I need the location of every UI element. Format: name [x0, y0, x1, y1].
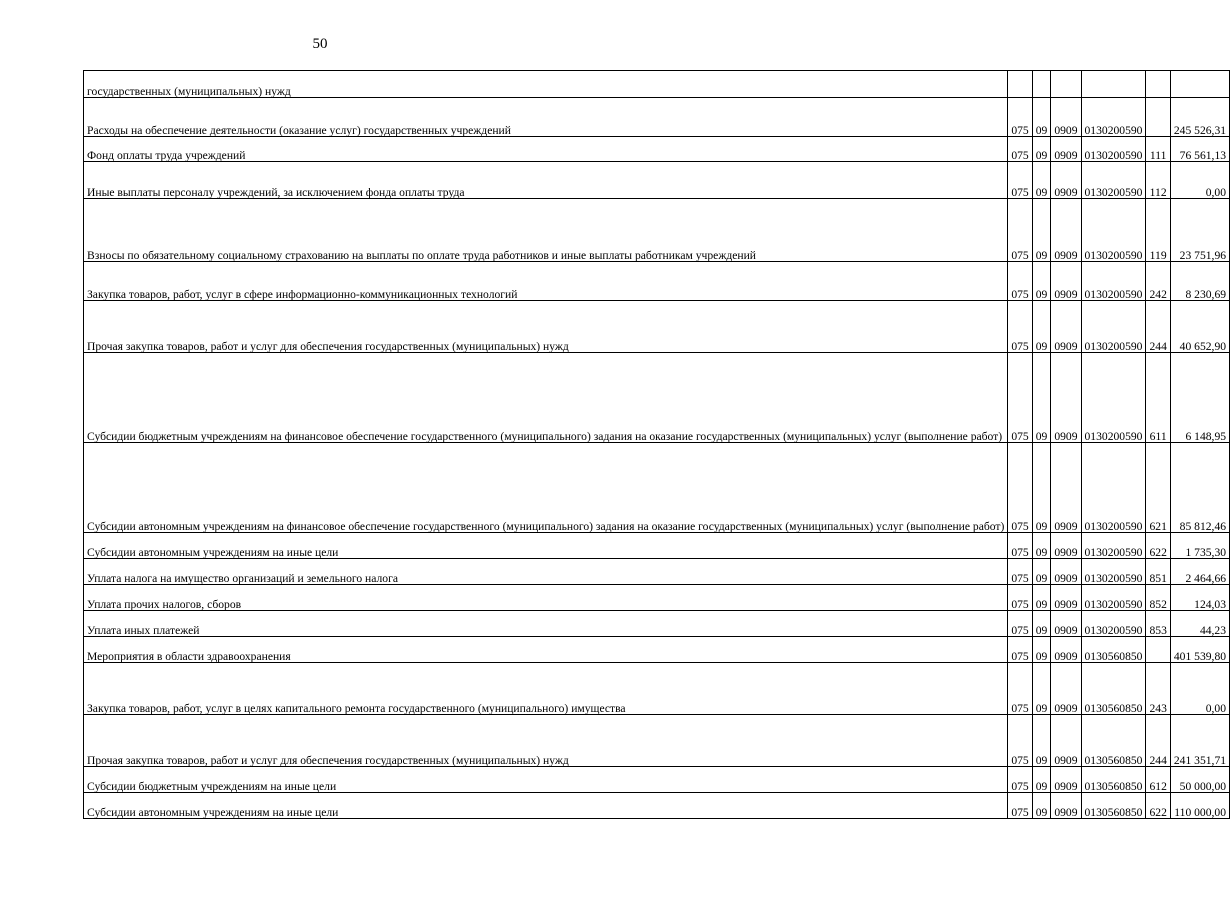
expense-type-cell: 243	[1146, 663, 1170, 715]
admin-code-cell: 075	[1008, 162, 1032, 199]
subsection-code-cell: 0909	[1051, 663, 1081, 715]
admin-code-cell: 075	[1008, 637, 1032, 663]
target-article-cell: 0130200590	[1081, 585, 1146, 611]
section-code-cell: 09	[1032, 262, 1051, 301]
amount-cell: 76 561,13	[1170, 137, 1229, 162]
row-name-cell: Взносы по обязательному социальному страхованию на выплаты по оплате труда работников и иные выплаты работникам учреждений	[84, 199, 1008, 262]
table-row	[84, 199, 1230, 262]
section-code-cell: 09	[1032, 199, 1051, 262]
subsection-code-cell: 0909	[1051, 199, 1081, 262]
row-name-cell: Уплата налога на имущество организаций и земельного налога	[84, 559, 1008, 585]
budget-table	[83, 70, 1230, 819]
expense-type-cell: 621	[1146, 443, 1170, 533]
row-name-cell: Расходы на обеспечение деятельности (оказание услуг) государственных учреждений	[84, 98, 1008, 137]
amount-cell: 8 230,69	[1170, 262, 1229, 301]
amount-cell: 401 539,80	[1170, 637, 1229, 663]
target-article-cell: 0130200590	[1081, 98, 1146, 137]
amount-cell: 124,03	[1170, 585, 1229, 611]
expense-type-cell	[1146, 98, 1170, 137]
section-code-cell: 09	[1032, 353, 1051, 443]
admin-code-cell: 075	[1008, 137, 1032, 162]
amount-cell: 0,00	[1170, 162, 1229, 199]
section-code-cell: 09	[1032, 767, 1051, 793]
admin-code-cell: 075	[1008, 767, 1032, 793]
subsection-code-cell: 0909	[1051, 715, 1081, 767]
amount-cell: 241 351,71	[1170, 715, 1229, 767]
target-article-cell: 0130200590	[1081, 353, 1146, 443]
expense-type-cell: 612	[1146, 767, 1170, 793]
row-name-cell: Субсидии автономным учреждениям на иные цели	[84, 533, 1008, 559]
row-name-cell: Субсидии автономным учреждениям на финансовое обеспечение государственного (муниципального) задания на оказание государственных (муниципальных) услуг (выполнение работ)	[84, 443, 1008, 533]
expense-type-cell: 622	[1146, 793, 1170, 819]
expense-type-cell: 112	[1146, 162, 1170, 199]
amount-cell: 245 526,31	[1170, 98, 1229, 137]
section-code-cell: 09	[1032, 137, 1051, 162]
subsection-code-cell: 0909	[1051, 443, 1081, 533]
row-name-cell: Субсидии бюджетным учреждениям на иные цели	[84, 767, 1008, 793]
amount-cell	[1170, 71, 1229, 98]
target-article-cell: 0130200590	[1081, 301, 1146, 353]
amount-cell: 23 751,96	[1170, 199, 1229, 262]
subsection-code-cell: 0909	[1051, 162, 1081, 199]
target-article-cell: 0130200590	[1081, 533, 1146, 559]
expense-type-cell: 611	[1146, 353, 1170, 443]
section-code-cell: 09	[1032, 663, 1051, 715]
expense-type-cell: 242	[1146, 262, 1170, 301]
admin-code-cell: 075	[1008, 663, 1032, 715]
table-row	[84, 71, 1230, 98]
admin-code-cell: 075	[1008, 443, 1032, 533]
expense-type-cell: 851	[1146, 559, 1170, 585]
subsection-code-cell: 0909	[1051, 533, 1081, 559]
target-article-cell	[1081, 71, 1146, 98]
table-body	[84, 71, 1230, 819]
target-article-cell: 0130200590	[1081, 611, 1146, 637]
table-row	[84, 767, 1230, 793]
subsection-code-cell: 0909	[1051, 585, 1081, 611]
section-code-cell: 09	[1032, 793, 1051, 819]
row-name-cell: Уплата иных платежей	[84, 611, 1008, 637]
admin-code-cell: 075	[1008, 301, 1032, 353]
expense-type-cell	[1146, 71, 1170, 98]
section-code-cell: 09	[1032, 443, 1051, 533]
row-name-cell: Прочая закупка товаров, работ и услуг для обеспечения государственных (муниципальных) нужд	[84, 301, 1008, 353]
row-name-cell: Субсидии автономным учреждениям на иные цели	[84, 793, 1008, 819]
subsection-code-cell: 0909	[1051, 262, 1081, 301]
table-row	[84, 353, 1230, 443]
amount-cell: 2 464,66	[1170, 559, 1229, 585]
subsection-code-cell: 0909	[1051, 137, 1081, 162]
target-article-cell: 0130560850	[1081, 767, 1146, 793]
amount-cell: 44,23	[1170, 611, 1229, 637]
section-code-cell: 09	[1032, 533, 1051, 559]
table-row	[84, 533, 1230, 559]
target-article-cell: 0130200590	[1081, 443, 1146, 533]
subsection-code-cell: 0909	[1051, 98, 1081, 137]
section-code-cell: 09	[1032, 637, 1051, 663]
section-code-cell	[1032, 71, 1051, 98]
table-row	[84, 611, 1230, 637]
admin-code-cell: 075	[1008, 611, 1032, 637]
subsection-code-cell	[1051, 71, 1081, 98]
table-row	[84, 98, 1230, 137]
amount-cell: 40 652,90	[1170, 301, 1229, 353]
row-name-cell: Фонд оплаты труда учреждений	[84, 137, 1008, 162]
section-code-cell: 09	[1032, 585, 1051, 611]
section-code-cell: 09	[1032, 715, 1051, 767]
admin-code-cell: 075	[1008, 98, 1032, 137]
section-code-cell: 09	[1032, 611, 1051, 637]
subsection-code-cell: 0909	[1051, 353, 1081, 443]
subsection-code-cell: 0909	[1051, 793, 1081, 819]
row-name-cell: Закупка товаров, работ, услуг в сфере информационно-коммуникационных технологий	[84, 262, 1008, 301]
admin-code-cell: 075	[1008, 793, 1032, 819]
target-article-cell: 0130200590	[1081, 199, 1146, 262]
expense-type-cell: 119	[1146, 199, 1170, 262]
table-row	[84, 715, 1230, 767]
expense-type-cell: 853	[1146, 611, 1170, 637]
amount-cell: 85 812,46	[1170, 443, 1229, 533]
target-article-cell: 0130200590	[1081, 559, 1146, 585]
target-article-cell: 0130560850	[1081, 793, 1146, 819]
target-article-cell: 0130560850	[1081, 715, 1146, 767]
admin-code-cell: 075	[1008, 715, 1032, 767]
table-row	[84, 443, 1230, 533]
admin-code-cell: 075	[1008, 199, 1032, 262]
row-name-cell: Субсидии бюджетным учреждениям на финансовое обеспечение государственного (муниципального) задания на оказание государственных (муниципальных) услуг (выполнение работ)	[84, 353, 1008, 443]
row-name-cell: Уплата прочих налогов, сборов	[84, 585, 1008, 611]
section-code-cell: 09	[1032, 162, 1051, 199]
row-name-cell: Закупка товаров, работ, услуг в целях капитального ремонта государственного (муниципального) имущества	[84, 663, 1008, 715]
admin-code-cell: 075	[1008, 533, 1032, 559]
target-article-cell: 0130200590	[1081, 162, 1146, 199]
section-code-cell: 09	[1032, 98, 1051, 137]
table-row	[84, 637, 1230, 663]
target-article-cell: 0130200590	[1081, 262, 1146, 301]
table-row	[84, 663, 1230, 715]
expense-type-cell: 111	[1146, 137, 1170, 162]
table-row	[84, 137, 1230, 162]
admin-code-cell: 075	[1008, 262, 1032, 301]
subsection-code-cell: 0909	[1051, 767, 1081, 793]
expense-type-cell: 244	[1146, 301, 1170, 353]
expense-type-cell: 622	[1146, 533, 1170, 559]
subsection-code-cell: 0909	[1051, 301, 1081, 353]
row-name-cell: государственных (муниципальных) нужд	[84, 71, 1008, 98]
admin-code-cell	[1008, 71, 1032, 98]
table-row	[84, 793, 1230, 819]
admin-code-cell: 075	[1008, 353, 1032, 443]
subsection-code-cell: 0909	[1051, 559, 1081, 585]
table-row	[84, 559, 1230, 585]
amount-cell: 50 000,00	[1170, 767, 1229, 793]
amount-cell: 6 148,95	[1170, 353, 1229, 443]
amount-cell: 1 735,30	[1170, 533, 1229, 559]
amount-cell: 110 000,00	[1170, 793, 1229, 819]
section-code-cell: 09	[1032, 559, 1051, 585]
table-row	[84, 262, 1230, 301]
section-code-cell: 09	[1032, 301, 1051, 353]
row-name-cell: Иные выплаты персоналу учреждений, за исключением фонда оплаты труда	[84, 162, 1008, 199]
admin-code-cell: 075	[1008, 559, 1032, 585]
table-row	[84, 585, 1230, 611]
amount-cell: 0,00	[1170, 663, 1229, 715]
target-article-cell: 0130200590	[1081, 137, 1146, 162]
admin-code-cell: 075	[1008, 585, 1032, 611]
subsection-code-cell: 0909	[1051, 637, 1081, 663]
table-row	[84, 162, 1230, 199]
row-name-cell: Прочая закупка товаров, работ и услуг для обеспечения государственных (муниципальных) нужд	[84, 715, 1008, 767]
row-name-cell: Мероприятия в области здравоохранения	[84, 637, 1008, 663]
expense-type-cell	[1146, 637, 1170, 663]
expense-type-cell: 244	[1146, 715, 1170, 767]
target-article-cell: 0130560850	[1081, 637, 1146, 663]
page-number: 50	[312, 36, 328, 52]
table-row	[84, 301, 1230, 353]
target-article-cell: 0130560850	[1081, 663, 1146, 715]
expense-type-cell: 852	[1146, 585, 1170, 611]
subsection-code-cell: 0909	[1051, 611, 1081, 637]
